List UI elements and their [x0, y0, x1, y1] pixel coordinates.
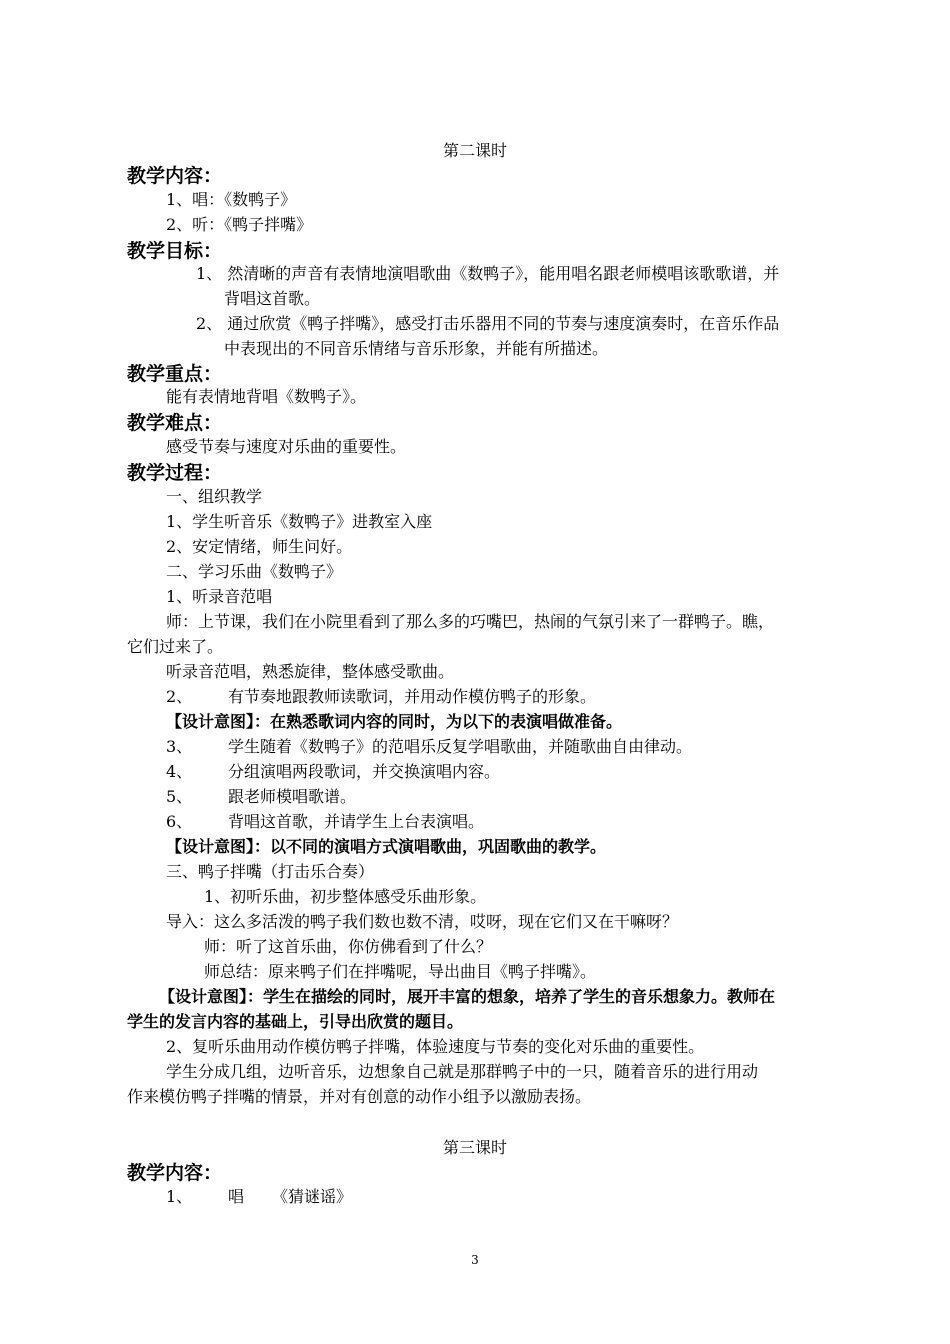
content-item-1: 1、唱：《数鸭子》	[166, 190, 297, 209]
key-point-text: 能有表情地背唱《数鸭子》。	[166, 387, 367, 406]
content-item-2: 2、听：《鸭子拌嘴》	[166, 215, 313, 234]
lesson3-item-number: 1、	[166, 1187, 193, 1206]
section-3-title: 三、鸭子拌嘴（打击乐合奏）	[166, 862, 375, 881]
lesson2-title: 第二课时	[442, 141, 507, 160]
content-heading: 教学内容：	[127, 165, 223, 187]
intro-line: 导入：这么多活泼的鸭子我们数也数不清，哎呀，现在它们又在干嘛呀？	[166, 912, 679, 931]
goal-2-line-2: 中表现出的不同音乐情绪与音乐形象，并能有所描述。	[224, 339, 609, 358]
step-number: 2、	[166, 687, 193, 706]
difficulty-text: 感受节奏与速度对乐曲的重要性。	[166, 437, 407, 456]
lesson3-title: 第三课时	[442, 1138, 507, 1157]
difficulty-heading: 教学难点：	[127, 412, 223, 434]
process-line: 1、听录音范唱	[166, 587, 273, 606]
page-number: 3	[471, 1253, 479, 1267]
teacher-line-2: 它们过来了。	[127, 637, 224, 656]
goals-heading: 教学目标：	[127, 240, 223, 262]
lesson3-content-heading: 教学内容：	[127, 1162, 223, 1184]
step-number: 3、	[166, 737, 193, 756]
step-number: 4、	[166, 762, 193, 781]
process-heading: 教学过程：	[127, 462, 223, 484]
listen-line: 听录音范唱，熟悉旋律，整体感受歌曲。	[166, 662, 455, 681]
design-intent-2: 【设计意图】：以不同的演唱方式演唱歌曲，巩固歌曲的教学。	[166, 837, 607, 856]
goal-1-line-1: 1、 然清晰的声音有表情地演唱歌曲《数鸭子》，能用唱名跟老师模唱该歌歌谱，并	[196, 264, 780, 283]
process-line: 1、学生听音乐《数鸭子》进教室入座	[166, 512, 433, 531]
process-line: 一、组织教学	[166, 487, 263, 506]
teacher-summary: 师总结：原来鸭子们在拌嘴呢，导出曲目《鸭子拌嘴》。	[204, 962, 597, 981]
design-intent-1: 【设计意图】：在熟悉歌词内容的同时，为以下的表演唱做准备。	[166, 712, 623, 731]
design-intent-3-line-1: 【设计意图】：学生在描绘的同时，展开丰富的想象，培养了学生的音乐想象力。教师在	[159, 987, 776, 1006]
key-point-heading: 教学重点：	[127, 363, 223, 385]
group-line-1: 学生分成几组，边听音乐，边想象自己就是那群鸭子中的一只，随着音乐的进行用动	[166, 1062, 759, 1081]
goal-2-line-1: 2、 通过欣赏《鸭子拌嘴》，感受打击乐器用不同的节奏与速度演奏时，在音乐作品	[196, 314, 780, 333]
section-3-sub-1: 1、初听乐曲，初步整体感受乐曲形象。	[204, 887, 487, 906]
step-text: 分组演唱两段歌词，并交换演唱内容。	[228, 762, 501, 781]
step-text: 学生随着《数鸭子》的范唱乐反复学唱歌曲，并随歌曲自由律动。	[228, 737, 693, 756]
teacher-line-1: 师：上节课，我们在小院里看到了那么多的巧嘴巴，热闹的气氛引来了一群鸭子。瞧，	[166, 612, 775, 631]
lesson3-item-verb: 唱	[228, 1187, 245, 1206]
process-line: 二、学习乐曲《数鸭子》	[166, 562, 343, 581]
step-text: 有节奏地跟教师读歌词，并用动作模仿鸭子的形象。	[228, 687, 597, 706]
step-text: 跟老师模唱歌谱。	[228, 787, 357, 806]
step-number: 5、	[166, 787, 193, 806]
goal-1-line-2: 背唱这首歌。	[224, 289, 321, 308]
step-text: 背唱这首歌，并请学生上台表演唱。	[228, 812, 485, 831]
step-number: 6、	[166, 812, 193, 831]
design-intent-3-line-2: 学生的发言内容的基础上，引导出欣赏的题目。	[127, 1012, 464, 1031]
lesson3-item-song: 《猜谜谣》	[272, 1187, 353, 1206]
section-3-sub-2: 2、复听乐曲用动作模仿鸭子拌嘴，体验速度与节奏的变化对乐曲的重要性。	[166, 1037, 705, 1056]
process-line: 2、安定情绪，师生问好。	[166, 537, 353, 556]
teacher-ask: 师：听了这首乐曲，你仿佛看到了什么？	[204, 937, 493, 956]
group-line-2: 作来模仿鸭子拌嘴的情景，并对有创意的动作小组予以激励表扬。	[127, 1087, 592, 1106]
